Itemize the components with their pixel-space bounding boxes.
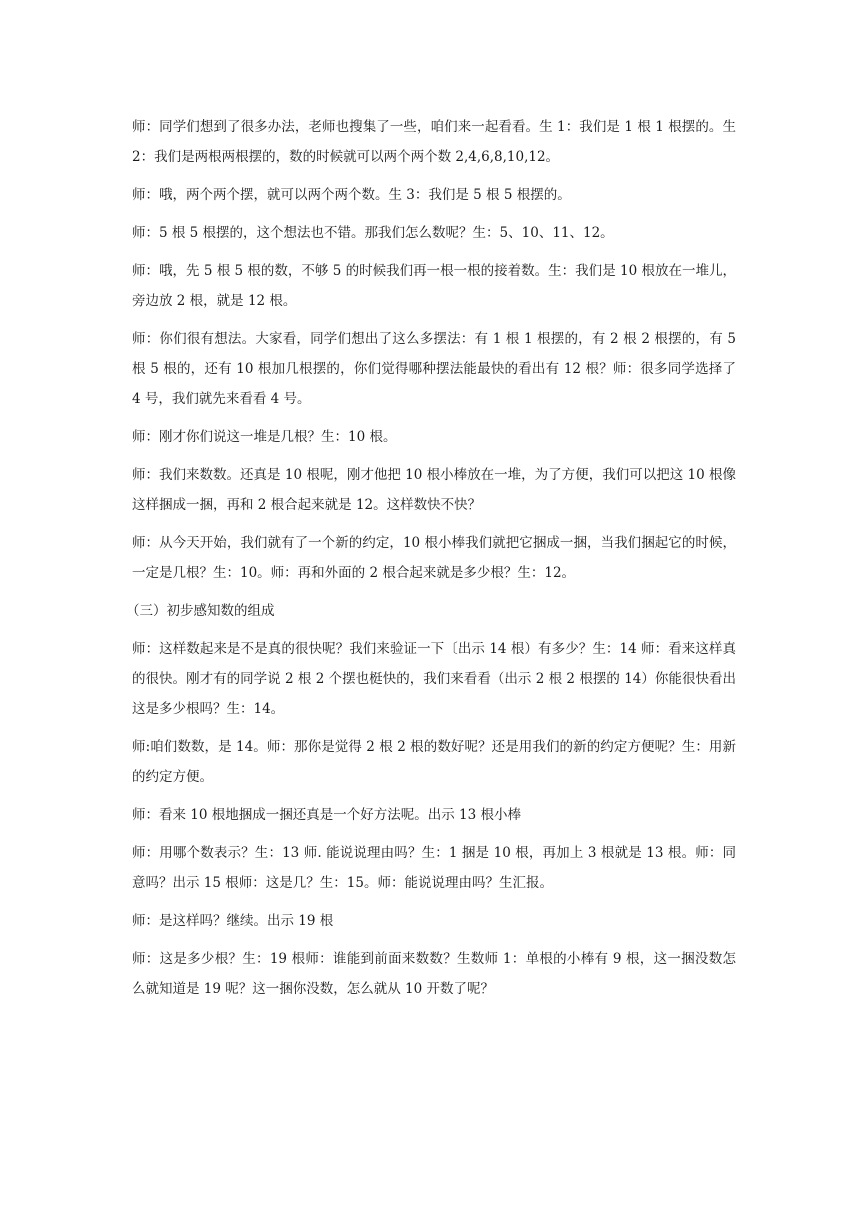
paragraph-10: 师:咱们数数，是 14。师：那你是觉得 2 根 2 根的数好呢？还是用我们的新的约定方便呢？生：用新的约定方便。 xyxy=(132,739,736,785)
paragraph-8: 师：从今天开始，我们就有了一个新的约定，10 根小棒我们就把它捆成一捆，当我们捆起它的时候，一定是几根？生：10。师：再和外面的 2 根合起来就是多少根？生：12。 xyxy=(132,535,736,581)
section-heading: （三）初步感知数的组成 xyxy=(126,603,275,619)
paragraph-13: 师：是这样吗？继续。出示 19 根 xyxy=(132,913,334,929)
paragraph-2: 师：哦，两个两个摆，就可以两个两个数。生 3：我们是 5 根 5 根摆的。 xyxy=(132,187,571,203)
paragraph-12: 师：用哪个数表示？生：13 师. 能说说理由吗？生：1 捆是 10 根，再加上 3 根就是 13 根。师：同意吗？出示 15 根师：这是几？生：15。师：能说说理由吗？生汇报。 xyxy=(132,845,736,891)
paragraph-6: 师：刚才你们说这一堆是几根？生：10 根。 xyxy=(132,429,397,445)
paragraph-1: 师：同学们想到了很多办法，老师也搜集了一些，咱们来一起看看。生 1：我们是 1 根 1 根摆的。生 2：我们是两根两根摆的，数的时候就可以两个两个数 2,4,6,8,10,12。 xyxy=(132,119,736,165)
paragraph-7: 师：我们来数数。还真是 10 根呢，刚才他把 10 根小棒放在一堆，为了方便，我们可以把这 10 根像这样捆成一捆，再和 2 根合起来就是 12。这样数快不快？ xyxy=(132,467,736,513)
paragraph-3: 师：5 根 5 根摆的，这个想法也不错。那我们怎么数呢？生：5、10、11、12。 xyxy=(132,225,614,241)
paragraph-11: 师：看来 10 根地捆成一捆还真是一个好方法呢。出示 13 根小棒 xyxy=(132,807,522,823)
paragraph-4: 师：哦，先 5 根 5 根的数，不够 5 的时候我们再一根一根的接着数。生：我们是 10 根放在一堆儿，旁边放 2 根，就是 12 根。 xyxy=(132,263,736,309)
document-body xyxy=(126,112,736,1012)
paragraph-5: 师：你们很有想法。大家看，同学们想出了这么多摆法：有 1 根 1 根摆的，有 2 根 2 根摆的，有 5 根 5 根的，还有 10 根加几根摆的，你们觉得哪种摆法能最快的看出有 12 根？师：很多同学选择了 4 号，我们就先来看看 4 号。 xyxy=(132,331,736,407)
paragraph-9: 师：这样数起来是不是真的很快呢？我们来验证一下〔出示 14 根）有多少？生：14 师：看来这样真的很快。刚才有的同学说 2 根 2 个摆也梃快的，我们来看看（出示 2 根 2 根摆的 14）你能很快看出这是多少根吗？生：14。 xyxy=(132,641,736,717)
paragraph-14: 师：这是多少根？生：19 根师：谁能到前面来数数？生数师 1：单根的小棒有 9 根，这一捆没数怎么就知道是 19 呢？这一捆你没数，怎么就从 10 开数了呢？ xyxy=(132,951,736,997)
